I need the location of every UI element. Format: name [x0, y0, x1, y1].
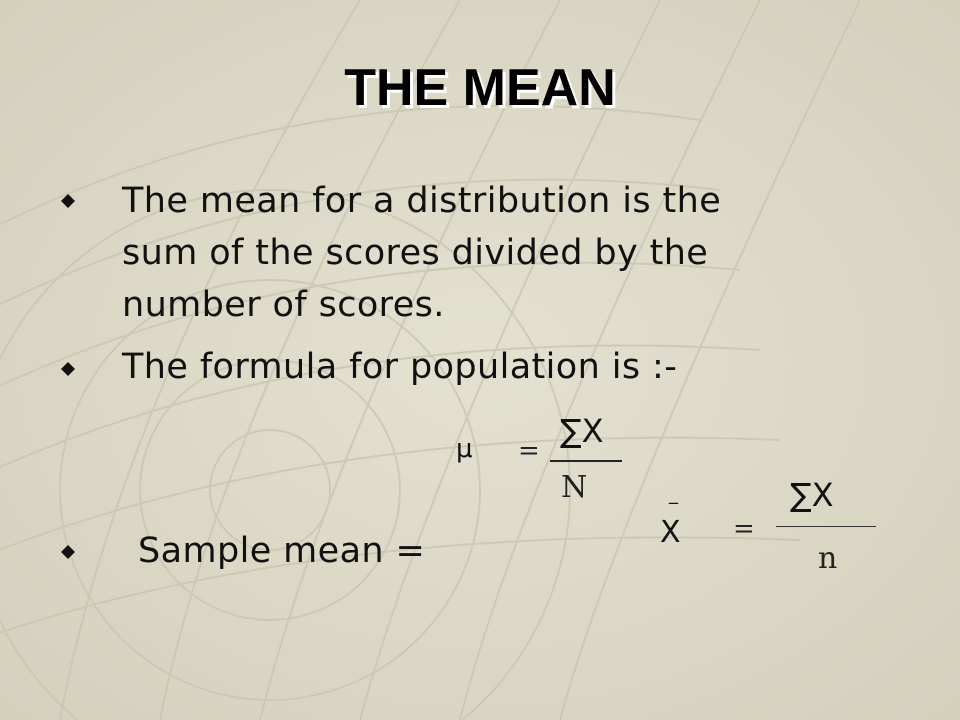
sample-fraction-line	[776, 526, 876, 527]
bullet-3-line-1: Sample mean =	[138, 531, 426, 571]
population-denominator: N	[561, 470, 588, 505]
population-numerator: ∑X	[560, 412, 604, 450]
population-equals: =	[518, 436, 540, 466]
bullet-1-line-2: sum of the scores divided by the	[122, 233, 709, 273]
sample-equals: =	[733, 514, 755, 544]
diamond-bullet-icon	[61, 194, 75, 208]
slide-title: THE MEAN	[344, 59, 616, 117]
bullet-1-line-3: number of scores.	[122, 285, 445, 325]
bullet-1-line-1: The mean for a distribution is the	[122, 181, 722, 221]
population-fraction-line	[550, 460, 622, 462]
sample-denominator: n	[818, 541, 838, 576]
sample-mean-symbol: X	[660, 515, 681, 550]
bullet-2-line-1: The formula for population is :-	[122, 347, 678, 387]
diamond-bullet-icon	[61, 362, 75, 376]
sample-numerator: ∑X	[790, 476, 834, 514]
sample-mean-overbar: _	[669, 484, 678, 505]
diamond-bullet-icon	[61, 545, 75, 559]
population-mean-symbol: μ	[456, 434, 473, 464]
